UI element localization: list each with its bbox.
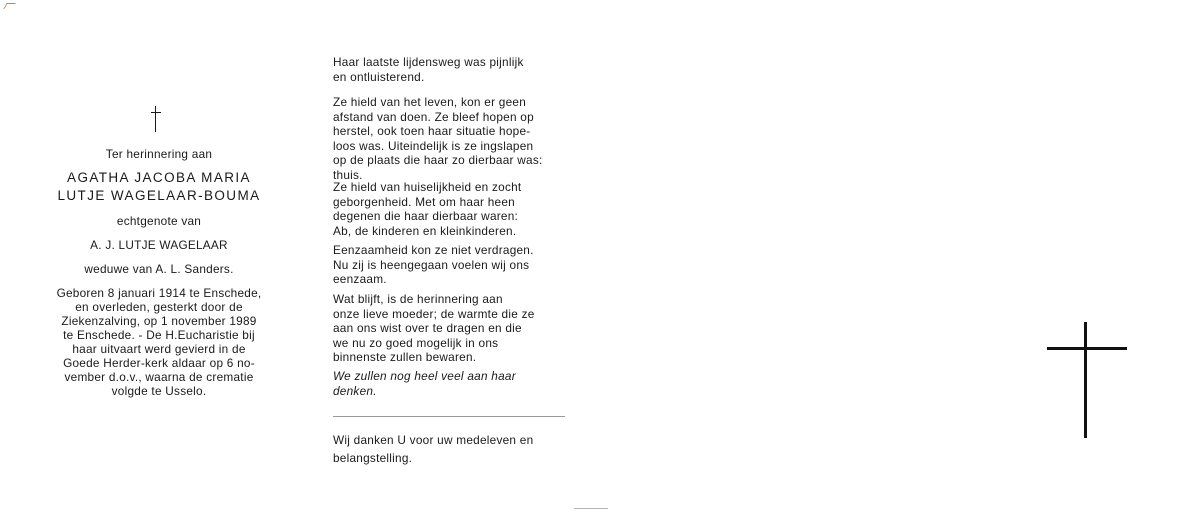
thanks-line: belangstelling. <box>333 451 413 465</box>
birth-line: en overleden, gesterkt door de <box>75 300 243 314</box>
poem-line: we nu zo goed mogelijk in ons <box>333 335 499 350</box>
separator-line <box>333 416 565 417</box>
birth-line: Goede Herder-kerk aldaar op 6 no- <box>63 356 255 370</box>
poem-line: Ze hield van het leven, kon er geen <box>333 95 527 109</box>
poem-line: Eenzaamheid kon ze niet verdragen. <box>333 243 534 257</box>
birth-line: Geboren 8 januari 1914 te Enschede, <box>56 286 262 300</box>
poem-line: Nu zij is heengegaan voelen wij ons <box>333 257 530 272</box>
poem-line: afstand van doen. Ze bleef hopen op <box>333 109 534 124</box>
birth-line: haar uitvaart werd gevierd in de <box>72 342 246 356</box>
poem-paragraph-3 <box>333 180 565 238</box>
poem-line: op de plaats die haar zo dierbaar was: <box>333 153 543 168</box>
poem-line: aan ons wist over te dragen en die <box>333 321 522 336</box>
poem-line: denken. <box>333 383 377 398</box>
birth-line: te Enschede. - De H.Eucharistie bij <box>63 328 255 342</box>
poem-paragraph-6 <box>333 369 565 398</box>
poem-line: Haar laatste lijdensweg was pijnlijk <box>333 55 524 69</box>
left-panel <box>18 0 300 514</box>
poem-line: herstel, ook toen haar situatie hope- <box>333 124 531 139</box>
poem-line: Wat blijft, is de herinnering aan <box>333 292 503 306</box>
poem-paragraph-4 <box>333 243 565 287</box>
poem-line: degenen die haar dierbaar waren: <box>333 209 519 224</box>
poem-line: onze lieve moeder; de warmte die ze <box>333 306 535 321</box>
in-memory-label: Ter herinnering aan <box>105 147 213 161</box>
poem-paragraph-1 <box>333 55 565 84</box>
poem-line: Ze hield van huiselijkheid en zocht <box>333 180 522 194</box>
birth-line: volgde te Usselo. <box>111 384 207 398</box>
middle-panel <box>333 0 569 514</box>
birth-death-paragraph <box>18 286 300 398</box>
poem-line: thuis. <box>333 167 363 182</box>
poem-paragraph-5 <box>333 292 565 365</box>
poem-line: binnenste zullen bewaren. <box>333 350 477 365</box>
right-panel <box>980 0 1200 514</box>
poem-line: loos was. Uiteindelijk is ze ingslapen <box>333 138 534 153</box>
name-line-2: LUTJE WAGELAAR-BOUMA <box>57 188 261 203</box>
name-line-1: AGATHA JACOBA MARIA <box>67 170 251 185</box>
poem-line: eenzaam. <box>333 272 387 287</box>
bottom-mark <box>574 508 608 509</box>
cross-icon <box>1047 322 1127 438</box>
poem-line: Ab, de kinderen en kleinkinderen. <box>333 223 517 238</box>
small-cross-icon <box>151 106 161 132</box>
widow-of: weduwe van A. L. Sanders. <box>84 262 234 276</box>
thanks-line: Wij danken U voor uw medeleven en <box>333 433 534 447</box>
spouse-intro: echtgenote van <box>116 214 202 228</box>
birth-line: vember d.o.v., waarna de crematie <box>64 370 254 384</box>
corner-mark <box>3 3 15 9</box>
poem-line: en ontluisterend. <box>333 69 425 84</box>
poem-paragraph-2 <box>333 95 565 183</box>
poem-line: geborgenheid. Met om haar heen <box>333 194 515 209</box>
spouse-name: A. J. LUTJE WAGELAAR <box>90 238 228 252</box>
poem-line: We zullen nog heel veel aan haar <box>333 369 516 383</box>
birth-line: Ziekenzalving, op 1 november 1989 <box>61 314 257 328</box>
thanks-paragraph <box>333 431 565 467</box>
